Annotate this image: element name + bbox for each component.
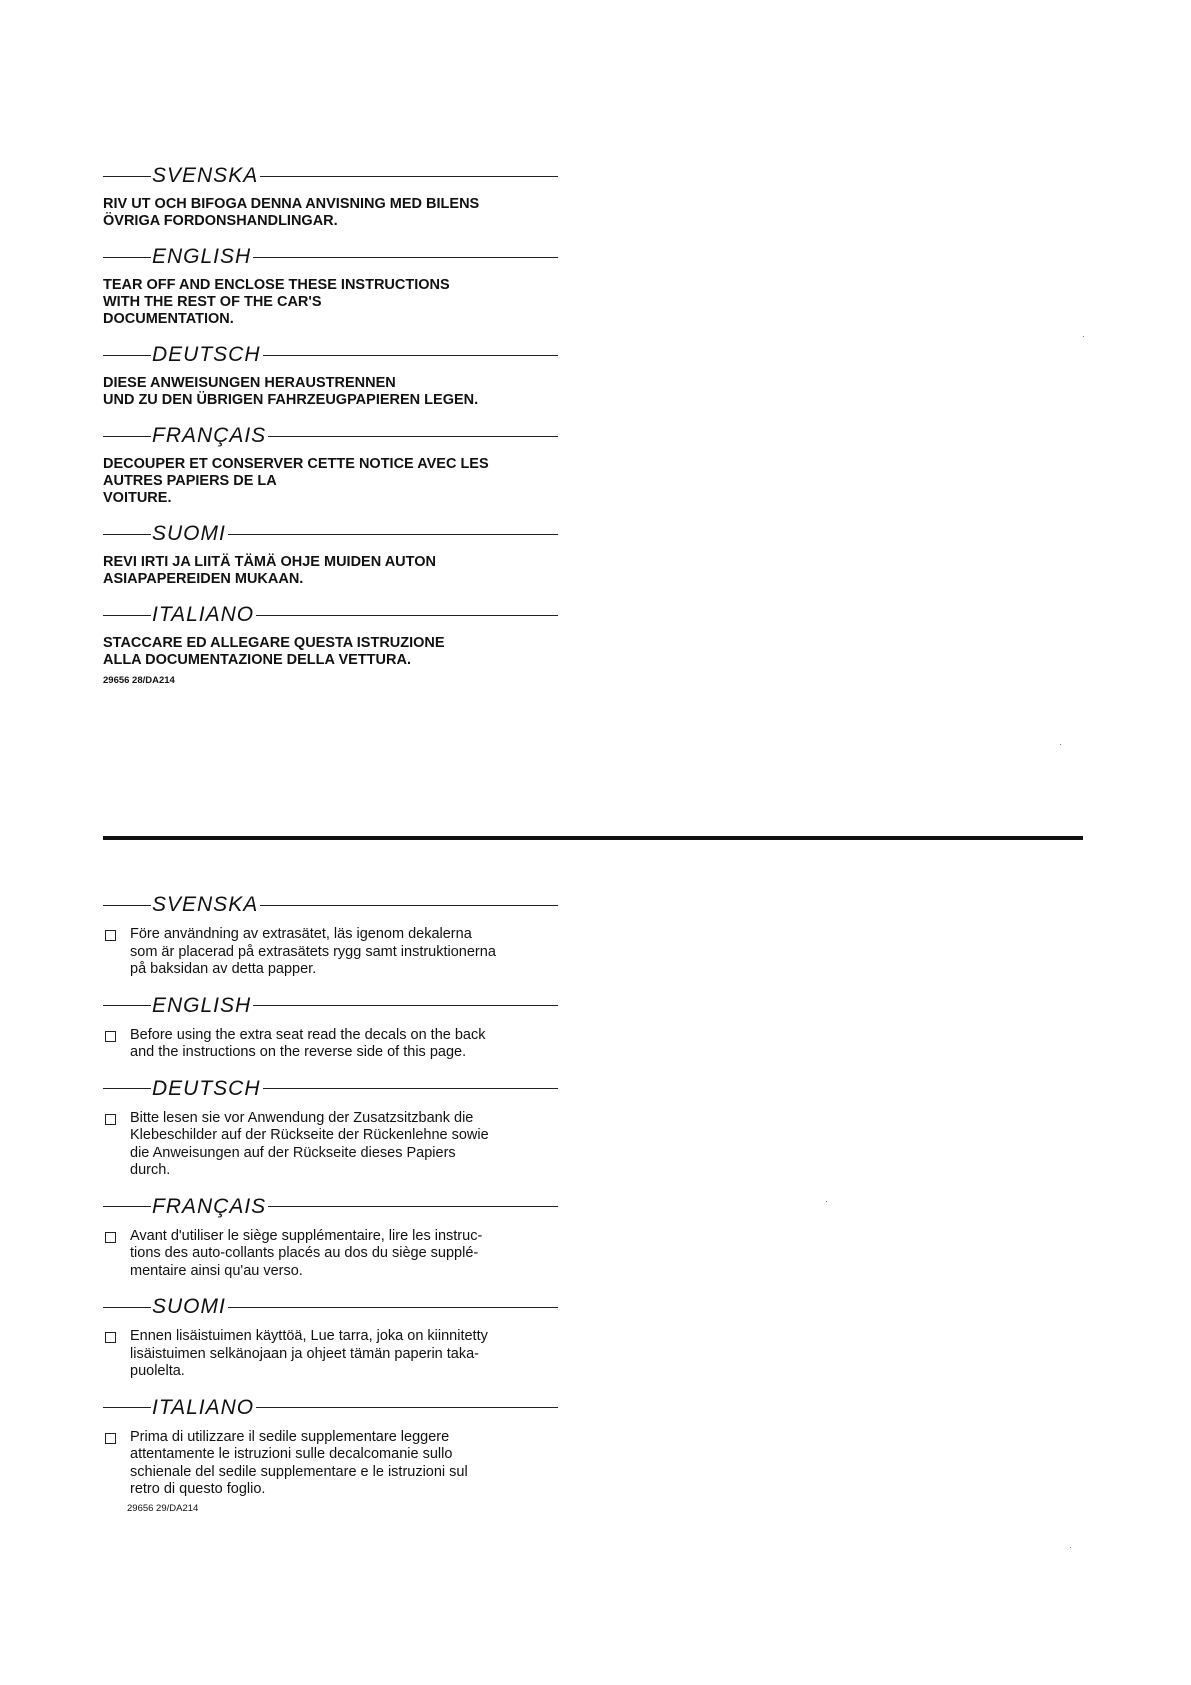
heading-italiano [103, 1395, 558, 1421]
heading-label: ITALIANO [152, 1395, 255, 1419]
heading-label: SUOMI [152, 1295, 226, 1318]
note-english: Before using the extra seat read the decals on the back and the instructions on the reverse side of this page. [103, 1027, 558, 1062]
heading-suomi [103, 1294, 558, 1320]
heading-suomi [103, 521, 558, 547]
scan-speck [1083, 336, 1084, 337]
heading-francais [103, 1194, 558, 1220]
heading-italiano [103, 602, 558, 628]
heading-label: ENGLISH [152, 245, 252, 268]
scan-speck [1060, 744, 1061, 745]
heading-label: DEUTSCH [152, 343, 261, 366]
heading-label: ITALIANO [152, 603, 255, 626]
note-francais: Avant d'utiliser le siège supplémentaire, lire les instruc- tions des auto-collants placés au dos du siège supplé- mentaire ainsi qu'au verso. [103, 1228, 558, 1281]
heading-label: FRANÇAIS [152, 424, 267, 447]
scan-speck [1070, 1547, 1071, 1548]
heading-deutsch [103, 1076, 558, 1102]
heading-svenska [103, 892, 558, 918]
checkbox-square-icon [105, 930, 116, 941]
note-suomi: Ennen lisäistuimen käyttöä, Lue tarra, joka on kiinnitetty lisäistuimen selkänojaan ja ohjeet tämän paperin taka- puolelta. [103, 1328, 558, 1381]
note-svenska: Före användning av extrasätet, läs igenom dekalerna som är placerad på extrasätets rygg samt instruktionerna på baksidan av detta papper. [103, 926, 558, 979]
heading-label: FRANÇAIS [152, 1194, 267, 1218]
notice-francais: DECOUPER ET CONSERVER CETTE NOTICE AVEC LES AUTRES PAPIERS DE LA VOITURE. [103, 456, 489, 506]
heading-label: ENGLISH [152, 993, 252, 1017]
heading-label: SUOMI [152, 522, 226, 545]
notice-english: TEAR OFF AND ENCLOSE THESE INSTRUCTIONS WITH THE REST OF THE CAR'S DOCUMENTATION. [103, 277, 450, 327]
checkbox-square-icon [105, 1433, 116, 1444]
checkbox-square-icon [105, 1031, 116, 1042]
heading-english [103, 993, 558, 1019]
note-deutsch: Bitte lesen sie vor Anwendung der Zusatzsitzbank die Klebeschilder auf der Rückseite der Rückenlehne sowie die Anweisungen auf der Rückseite dieses Papiers durch. [103, 1110, 558, 1180]
notice-deutsch: DIESE ANWEISUNGEN HERAUSTRENNEN UND ZU DEN ÜBRIGEN FAHRZEUGPAPIEREN LEGEN. [103, 375, 479, 408]
document-code: 29656 29/DA214 [127, 1502, 199, 1514]
section-divider [103, 836, 1083, 840]
tear-off-notice-section [103, 163, 558, 686]
checkbox-square-icon [105, 1114, 116, 1125]
notice-suomi: REVI IRTI JA LIITÄ TÄMÄ OHJE MUIDEN AUTON ASIAPAPEREIDEN MUKAAN. [103, 554, 436, 587]
heading-label: SVENSKA [152, 893, 259, 916]
heading-francais [103, 423, 558, 449]
heading-label: SVENSKA [152, 164, 259, 187]
note-italiano: Prima di utilizzare il sedile supplementare leggere attentamente le istruzioni sulle decalcomanie sullo schienale del sedile supplementare e le istruzioni sul retro di questo foglio. [103, 1429, 558, 1499]
heading-english [103, 244, 558, 270]
heading-svenska [103, 163, 558, 189]
checkbox-square-icon [105, 1232, 116, 1243]
heading-deutsch [103, 342, 558, 368]
scan-speck [826, 1201, 827, 1202]
document-code: 29656 28/DA214 [103, 675, 175, 686]
heading-label: DEUTSCH [152, 1076, 261, 1100]
checkbox-square-icon [105, 1332, 116, 1343]
notice-italiano: STACCARE ED ALLEGARE QUESTA ISTRUZIONE ALLA DOCUMENTAZIONE DELLA VETTURA. [103, 635, 445, 668]
pre-use-notice-section [103, 892, 558, 1514]
notice-svenska: RIV UT OCH BIFOGA DENNA ANVISNING MED BILENS ÖVRIGA FORDONSHANDLINGAR. [103, 196, 480, 229]
